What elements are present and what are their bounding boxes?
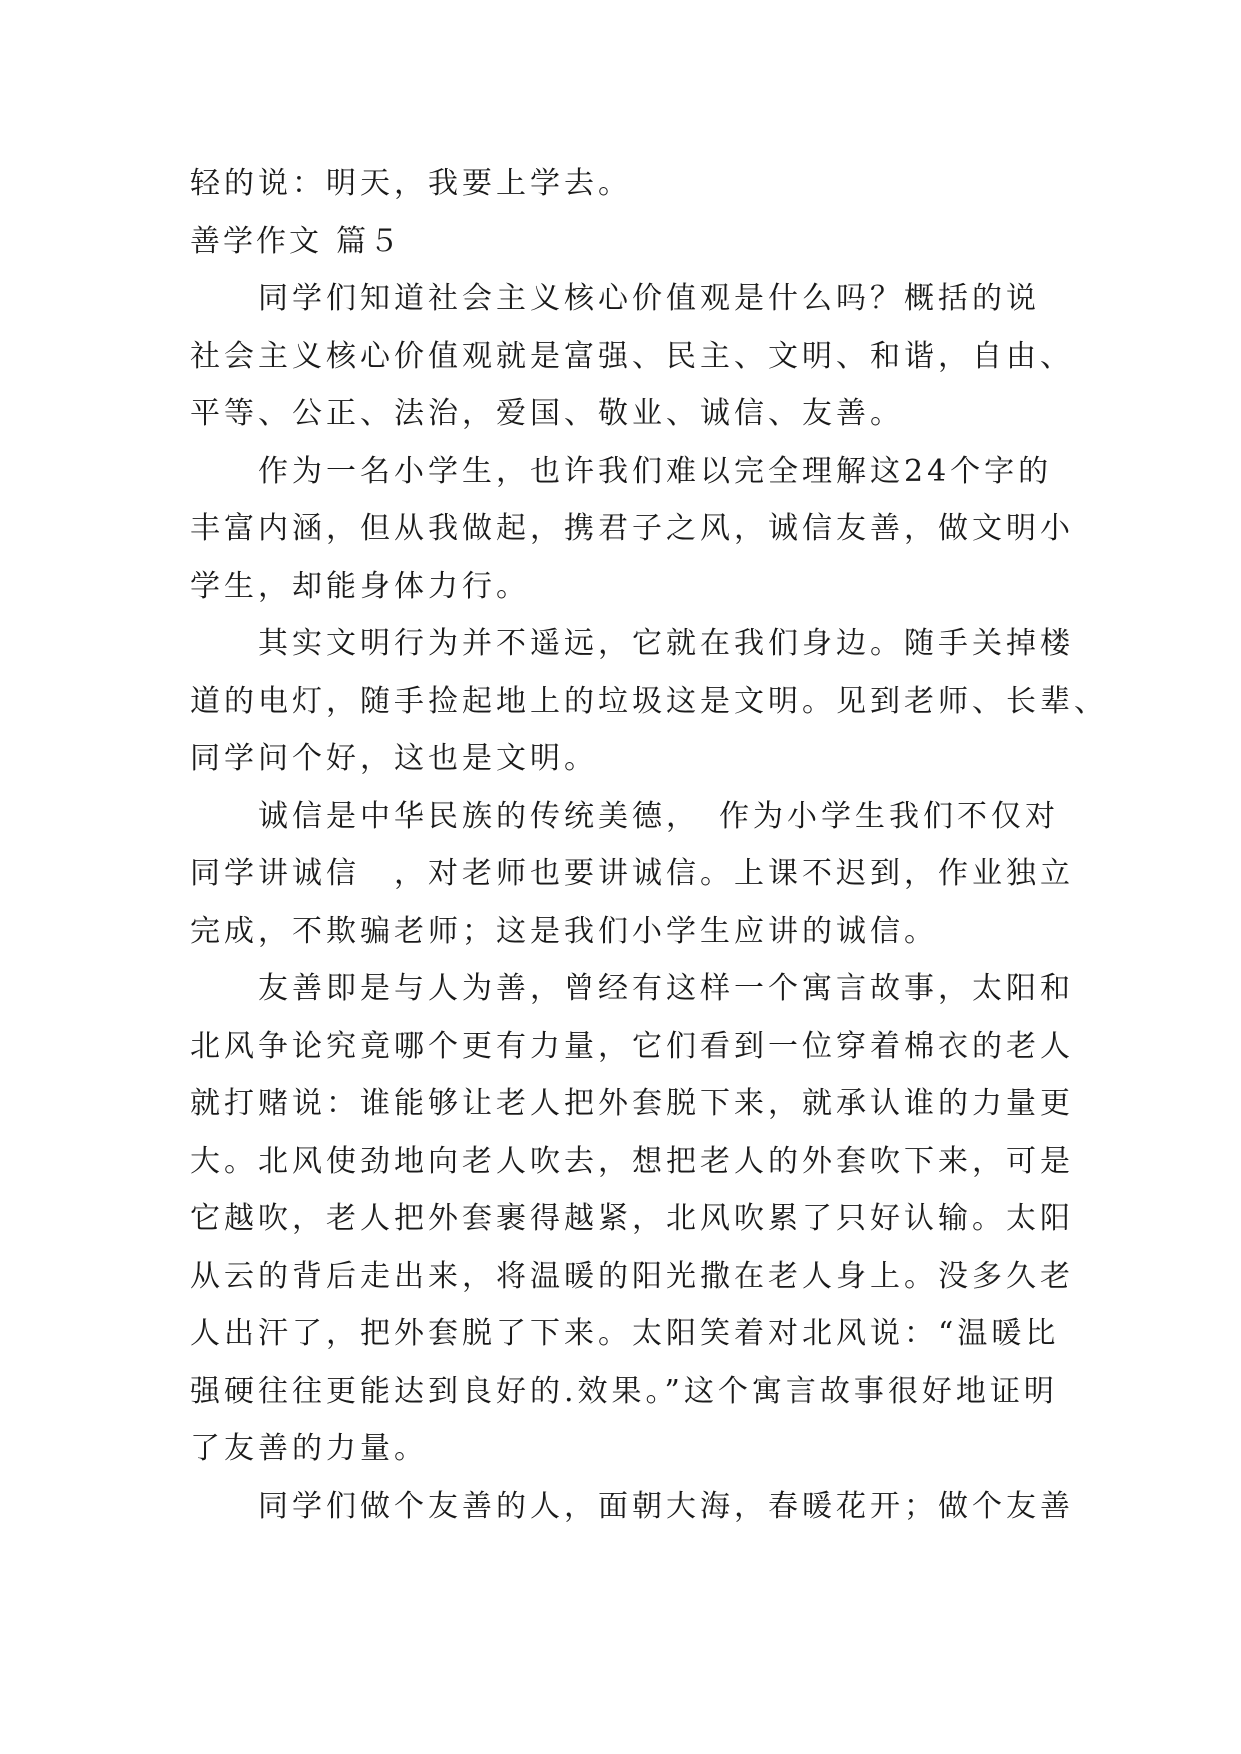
document-body bbox=[190, 155, 1108, 1535]
text-line-6: 作为一名小学生，也许我们难以完全理解这24个字的 bbox=[190, 453, 1053, 489]
text-line-17: 就打赌说：谁能够让老人把外套脱下来，就承认谁的力量更 bbox=[190, 1086, 1074, 1121]
text-line-20: 从云的背后走出来，将温暖的阳光撒在老人身上。没多久老 bbox=[190, 1258, 1074, 1294]
section-heading bbox=[190, 213, 1060, 271]
text-line-12: 诚信是中华民族的传统美德， 作为小学生我们不仅对 bbox=[190, 798, 1059, 834]
text-line-21: 人出汗了，把外套脱了下来。太阳笑着对北风说：“温暖比 bbox=[190, 1316, 1060, 1351]
text-line-5: 平等、公正、法治，爱国、敬业、诚信、友善。 bbox=[190, 396, 904, 431]
text-line-7: 丰富内涵，但从我做起，携君子之风，诚信友善，做文明小 bbox=[190, 511, 1074, 546]
text-line-3: 同学们知道社会主义核心价值观是什么吗？概括的说 bbox=[190, 281, 1040, 316]
text-line-19: 它越吹，老人把外套裹得越紧，北风吹累了只好认输。太阳 bbox=[190, 1201, 1074, 1236]
text-line-18: 大。北风使劲地向老人吹去，想把老人的外套吹下来，可是 bbox=[190, 1143, 1074, 1179]
text-line-24: 同学们做个友善的人，面朝大海，春暖花开；做个友善 bbox=[190, 1488, 1074, 1524]
text-line-23: 了友善的力量。 bbox=[190, 1431, 428, 1466]
section-number: 篇５ bbox=[336, 223, 402, 259]
text-line-11: 同学问个好，这也是文明。 bbox=[190, 741, 598, 776]
section-title: 善学作文 bbox=[190, 223, 322, 259]
text-line-14: 完成，不欺骗老师；这是我们小学生应讲的诚信。 bbox=[190, 913, 938, 949]
text-line-9: 其实文明行为并不遥远，它就在我们身边。随手关掉楼 bbox=[190, 626, 1074, 661]
text-line-22: 强硬往往更能达到良好的.效果。”这个寓言故事很好地证明 bbox=[190, 1373, 1058, 1409]
text-line-10: 道的电灯，随手捡起地上的垃圾这是文明。见到老师、长辈、 bbox=[190, 683, 1108, 719]
text-line-13: 同学讲诚信 ，对老师也要讲诚信。上课不迟到，作业独立 bbox=[190, 856, 1074, 891]
text-line-8: 学生，却能身体力行。 bbox=[190, 568, 530, 604]
text-line-15: 友善即是与人为善，曾经有这样一个寓言故事，太阳和 bbox=[190, 971, 1074, 1006]
text-line-1: 轻的说：明天，我要上学去。 bbox=[190, 166, 632, 201]
text-line-16: 北风争论究竟哪个更有力量，它们看到一位穿着棉衣的老人 bbox=[190, 1028, 1074, 1064]
text-line-4: 社会主义核心价值观就是富强、民主、文明、和谐，自由、 bbox=[190, 338, 1074, 374]
